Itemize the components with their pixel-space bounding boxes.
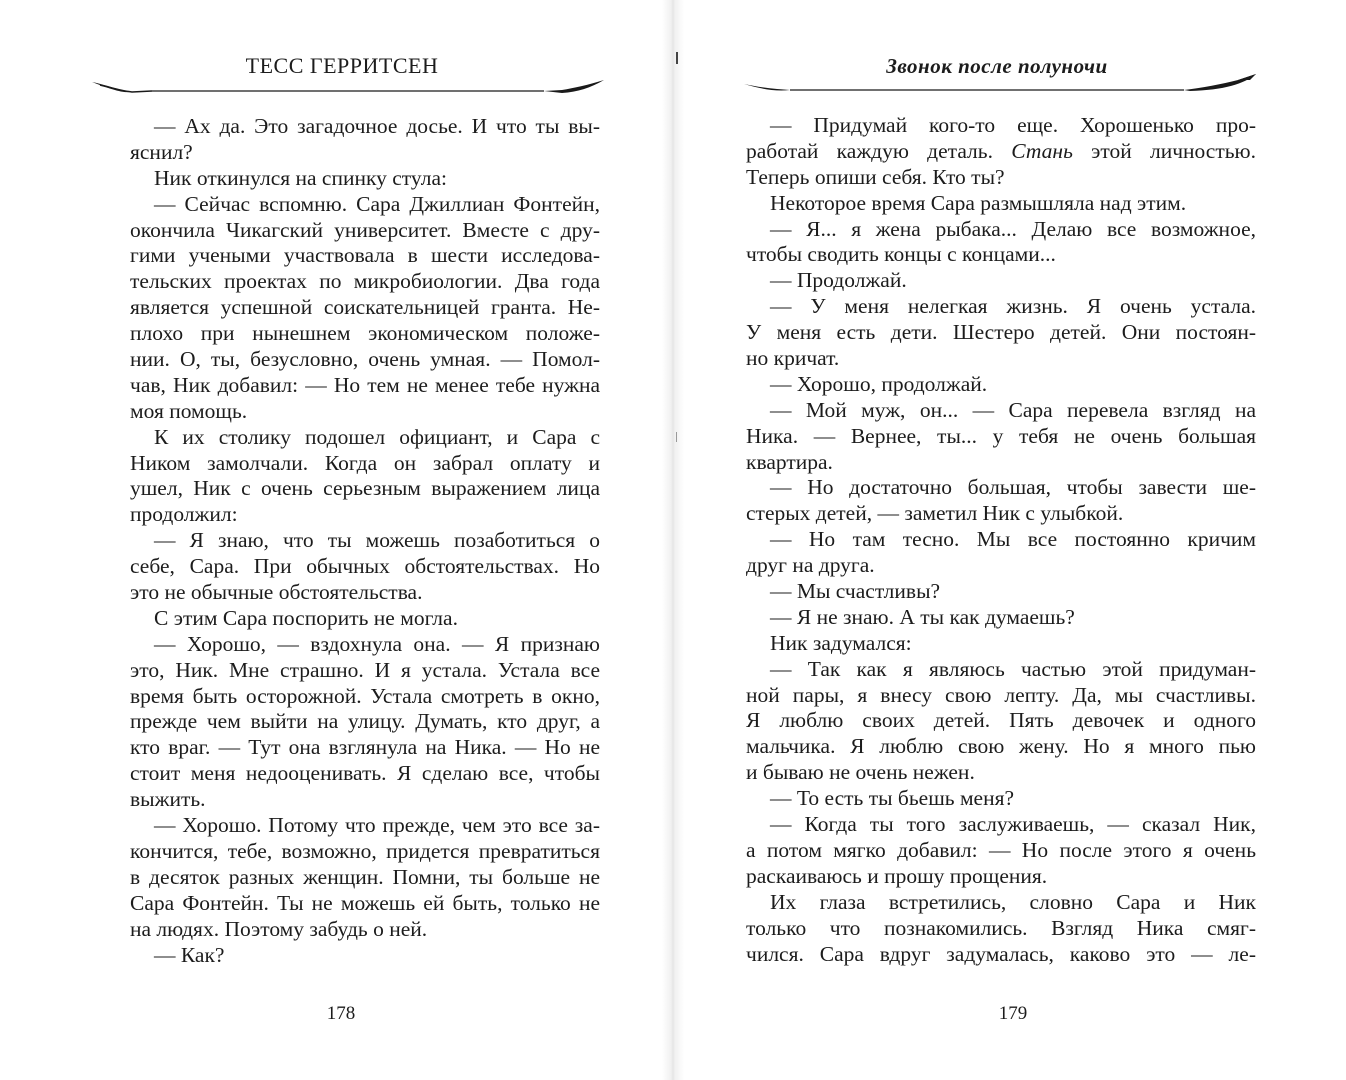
text-line: Сара Фонтейн. Ты не можешь ей быть, только не <box>130 890 600 915</box>
text-line: — Я не знаю. А ты как думаешь? <box>770 604 1075 629</box>
text-line: выжить. <box>130 787 206 812</box>
text-line: — У меня нелегкая жизнь. Я очень устала. <box>770 294 1256 319</box>
text-line: — Я знаю, что ты можешь позаботиться о <box>154 528 600 553</box>
text-line: Ник задумался: <box>770 630 912 655</box>
text-line: К их столику подошел официант, и Сара с <box>154 424 600 449</box>
text-line: Их глаза встретились, словно Сара и Ник <box>770 889 1256 914</box>
left-page-number: 178 <box>326 1003 356 1024</box>
text-line: стерых детей, — заметил Ник с улыбкой. <box>746 501 1124 526</box>
right-header-ornament <box>744 70 1256 94</box>
text-line: это, Ник. Мне страшно. И я устала. Устала все <box>130 657 600 682</box>
text-line: чтобы сводить концы с концами... <box>746 242 1056 267</box>
text-line: — Но достаточно большая, чтобы завести ше- <box>770 475 1256 500</box>
text-line: время быть осторожной. Устала смотреть в окно, <box>130 683 600 708</box>
gutter-mark-top <box>676 52 678 64</box>
text-line: кто враг. — Тут она взглянула на Ника. — Но не <box>130 735 600 760</box>
emphasized-word: Стань <box>1011 138 1073 163</box>
text-line: — Хорошо, — вздохнула она. — Я признаю <box>154 631 600 656</box>
text-line: мальчика. Я люблю свою жену. Но я много пью <box>746 734 1256 759</box>
text-line: С этим Сара поспорить не могла. <box>154 605 458 630</box>
text-line: чав, Ник добавил: — Но тем не менее тебе нужна <box>130 372 600 397</box>
text-line: и бываю не очень нежен. <box>746 760 975 785</box>
text-line: на людях. Поэтому забудь о ней. <box>130 916 428 941</box>
text-line: ушел, Ник с очень серьезным выражением лица <box>130 476 600 501</box>
text-line: У меня есть дети. Шестеро детей. Они постоян- <box>746 320 1256 345</box>
text-line: — Как? <box>154 942 225 967</box>
text-line: друг на друга. <box>746 553 875 578</box>
text-line: — Хорошо. Потому что прежде, чем это все за- <box>154 813 600 838</box>
text-line: работай каждую деталь. Стань этой личностью. <box>746 138 1256 163</box>
text-line: Я люблю своих детей. Пять девочек и одного <box>746 708 1256 733</box>
text-line: гими учеными участвовала в шести исследова- <box>130 243 600 268</box>
text-line: — Сейчас вспомню. Сара Джиллиан Фонтейн, <box>154 191 600 216</box>
book-gutter <box>662 0 684 1080</box>
gutter-mark-middle <box>676 432 677 442</box>
text-line: — Ах да. Это загадочное досье. И что ты вы- <box>154 114 600 138</box>
text-line: но кричат. <box>746 346 840 371</box>
text-line: — Мой муж, он... — Сара перевела взгляд на <box>770 397 1256 422</box>
left-body-text <box>130 114 600 968</box>
text-line: плохо при нынешнем экономическом положе- <box>130 321 600 346</box>
text-line: квартира. <box>746 449 833 474</box>
text-line: Ник откинулся на спинку стула: <box>154 165 447 190</box>
text-line: — То есть ты бьешь меня? <box>770 786 1015 811</box>
text-line: — Придумай кого-то еще. Хорошенько про- <box>770 113 1256 137</box>
right-page <box>684 0 1346 1080</box>
text-line: стоит меня недооценивать. Я сделаю все, чтобы <box>130 761 600 786</box>
text-line: моя помощь. <box>130 398 248 423</box>
text-line: — Мы счастливы? <box>770 579 941 604</box>
text-line: Ником замолчали. Когда он забрал оплату и <box>130 450 600 475</box>
text-line: тельских проектах по микробиологии. Два года <box>130 269 600 294</box>
text-line: чился. Сара вдруг задумалась, каково это — ле- <box>746 941 1256 966</box>
text-line: — Так как я являюсь частью этой придуман- <box>770 656 1256 681</box>
text-line: окончила Чикагский университет. Вместе с дру- <box>130 217 600 242</box>
text-line: только что познакомились. Взгляд Ника смяг- <box>746 915 1256 940</box>
text-line: Ника. — Вернее, ты... у тебя не очень большая <box>746 423 1256 448</box>
text-line: яснил? <box>130 139 193 164</box>
right-page-number: 179 <box>998 1003 1028 1024</box>
text-line: прежде чем выйти на улицу. Думать, кто друг, а <box>130 709 600 734</box>
text-line: в десяток разных женщин. Помни, ты больше не <box>130 864 600 889</box>
text-line: а потом мягко добавил: — Но после этого я очень <box>746 837 1256 862</box>
text-line: кончится, тебе, возможно, придется превратиться <box>130 838 600 863</box>
left-page <box>0 0 662 1080</box>
text-line: является успешной соискательницей гранта. Не- <box>130 295 600 320</box>
text-line: — Я... я жена рыбака... Делаю все возможное, <box>770 216 1256 241</box>
text-line: Теперь опиши себя. Кто ты? <box>746 164 1005 189</box>
left-running-head: ТЕСС ГЕРРИТСЕН <box>245 53 439 78</box>
text-line: нии. О, ты, безусловно, очень умная. — Помол- <box>130 347 600 372</box>
text-line: раскаиваюсь и прошу прощения. <box>746 863 1048 888</box>
text-line: — Продолжай. <box>770 268 907 293</box>
text-line: это не обычные обстоятельства. <box>130 580 423 605</box>
text-line: себе, Сара. При обычных обстоятельствах. Но <box>130 554 600 579</box>
text-line: — Но там тесно. Мы все постоянно кричим <box>770 527 1256 552</box>
text-line: — Когда ты того заслуживаешь, — сказал Ник, <box>770 812 1256 837</box>
right-running-head: Звонок после полуночи <box>886 54 1108 78</box>
text-line: ной пары, я внесу свою лепту. Да, мы счастливы. <box>746 682 1256 707</box>
right-body-text <box>746 113 1256 967</box>
text-line: Некоторое время Сара размышляла над этим. <box>770 190 1187 215</box>
text-line: — Хорошо, продолжай. <box>770 371 988 396</box>
text-line: продолжил: <box>130 502 238 527</box>
left-header-ornament <box>92 76 604 100</box>
